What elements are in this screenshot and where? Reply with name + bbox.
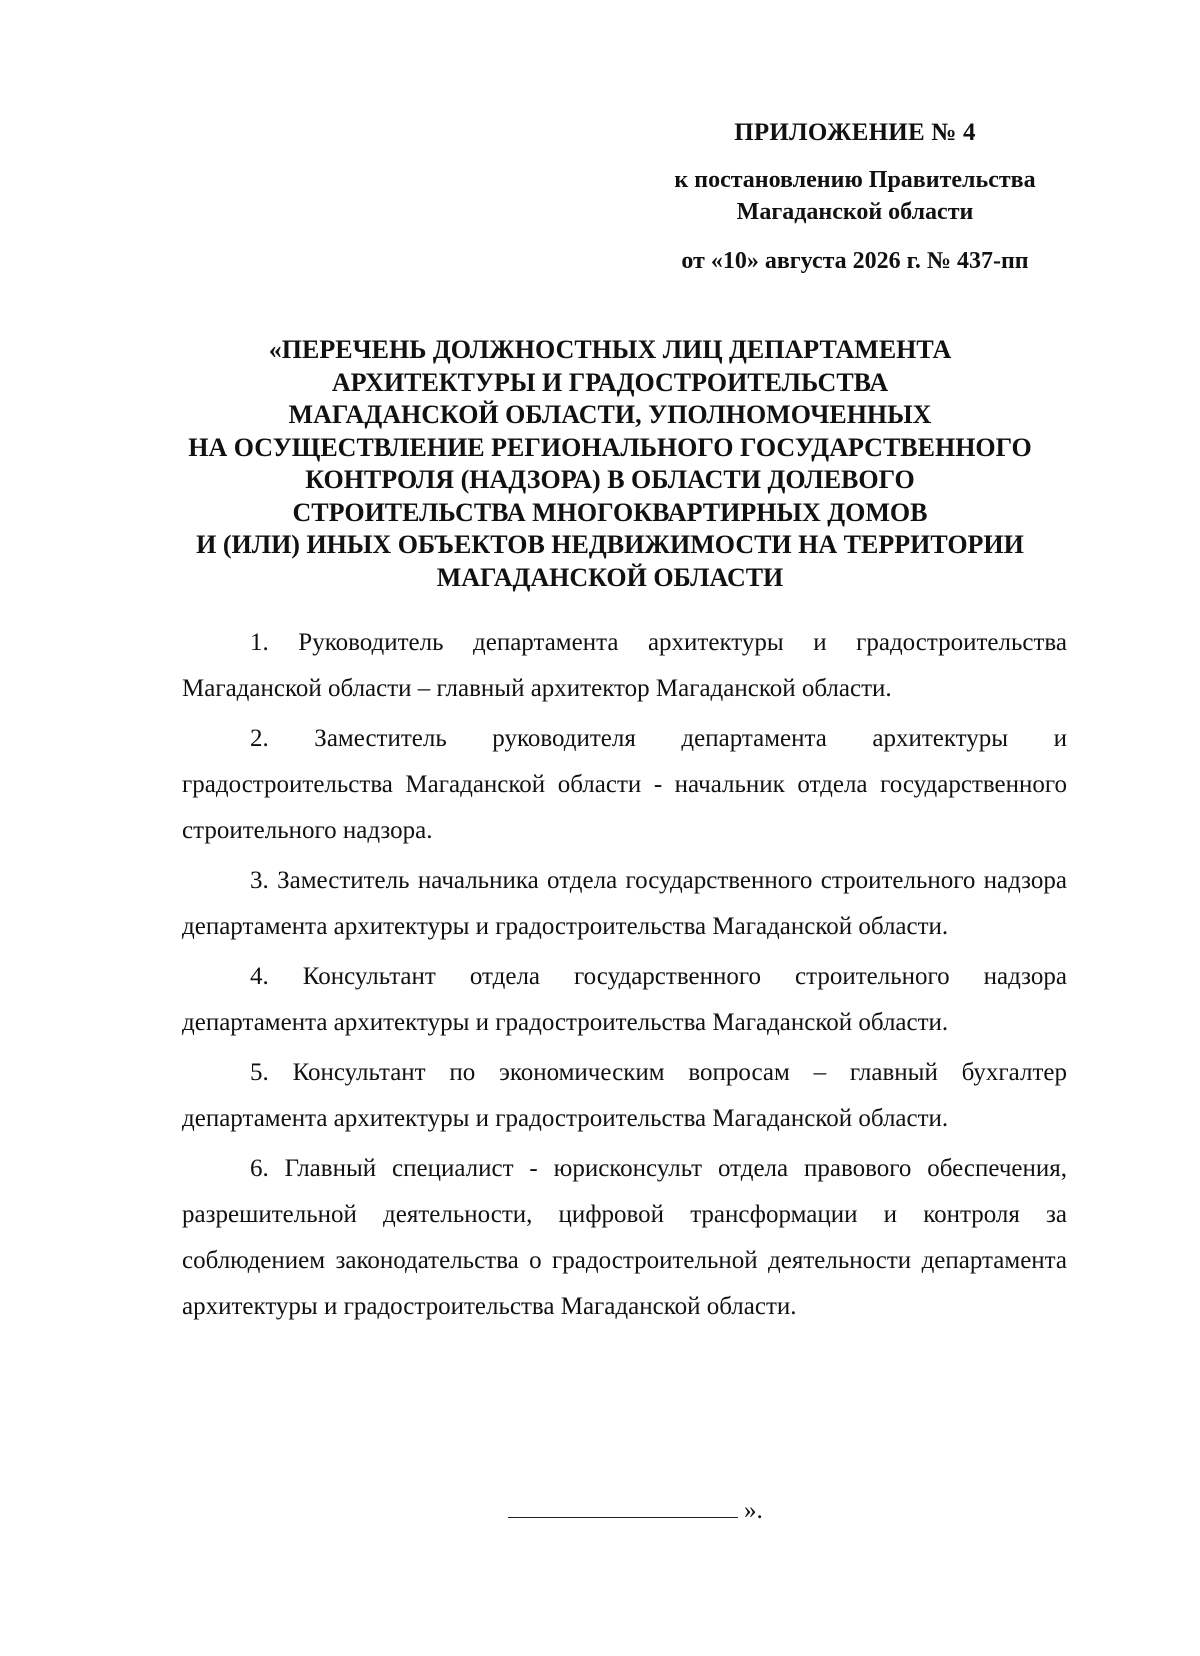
attachment-reference (620, 164, 1090, 228)
list-item-3: 3. Заместитель начальника отдела государственного строительного надзора департамента архитектуры и градостроительства Магаданской области. (182, 867, 1067, 940)
attachment-title: ПРИЛОЖЕНИЕ № 4 (734, 119, 976, 146)
closing-rule (508, 1497, 738, 1518)
heading-line: «ПЕРЕЧЕНЬ ДОЛЖНОСТНЫХ ЛИЦ ДЕПАРТАМЕНТА (268, 335, 952, 364)
heading-line: МАГАДАНСКОЙ ОБЛАСТИ (436, 562, 784, 592)
list-item-1: 1. Руководитель департамента архитектуры и градостроительства Магаданской области – главный архитектор Магаданской области. (182, 629, 1067, 702)
heading-line: СТРОИТЕЛЬСТВА МНОГОКВАРТИРНЫХ ДОМОВ (292, 497, 928, 527)
closing-quote: ». (744, 1497, 763, 1524)
attachment-date: от «10» августа 2026 г. № 437-пп (681, 248, 1029, 274)
heading-line: АРХИТЕКТУРЫ И ГРАДОСТРОИТЕЛЬСТВА (331, 367, 889, 397)
heading-line: НА ОСУЩЕСТВЛЕНИЕ РЕГИОНАЛЬНОГО ГОСУДАРСТВЕННОГО (188, 432, 1032, 462)
heading-line: МАГАДАНСКОЙ ОБЛАСТИ, УПОЛНОМОЧЕННЫХ (288, 400, 932, 429)
list-item-2: 2. Заместитель руководителя департамента архитектуры и градостроительства Магаданской области - начальник отдела государственного строительного надзора. (182, 725, 1067, 844)
officials-list (182, 620, 1067, 1334)
list-item-5: 5. Консультант по экономическим вопросам – главный бухгалтер департамента архитектуры и градостроительства Магаданской области. (182, 1059, 1067, 1132)
list-item-4: 4. Консультант отдела государственного строительного надзора департамента архитектуры и градостроительства Магаданской области. (182, 963, 1067, 1036)
closing-line (508, 1496, 763, 1526)
attachment-reference-line-2: Магаданской области (736, 199, 974, 225)
attachment-reference-line-1: к постановлению Правительства (674, 167, 1036, 193)
attachment-header (620, 118, 1090, 276)
heading-line: КОНТРОЛЯ (НАДЗОРА) В ОБЛАСТИ ДОЛЕВОГО (305, 465, 915, 494)
heading-line: И (ИЛИ) ИНЫХ ОБЪЕКТОВ НЕДВИЖИМОСТИ НА ТЕРРИТОРИИ (196, 530, 1024, 559)
list-item-6: 6. Главный специалист - юрисконсульт отдела правового обеспечения, разрешительной деятельности, цифровой трансформации и контроля за соблюдением законодательства о градостроительной деятельности департамента архитектуры и градостроительства Магаданской области. (182, 1155, 1067, 1320)
document-heading (150, 334, 1070, 594)
